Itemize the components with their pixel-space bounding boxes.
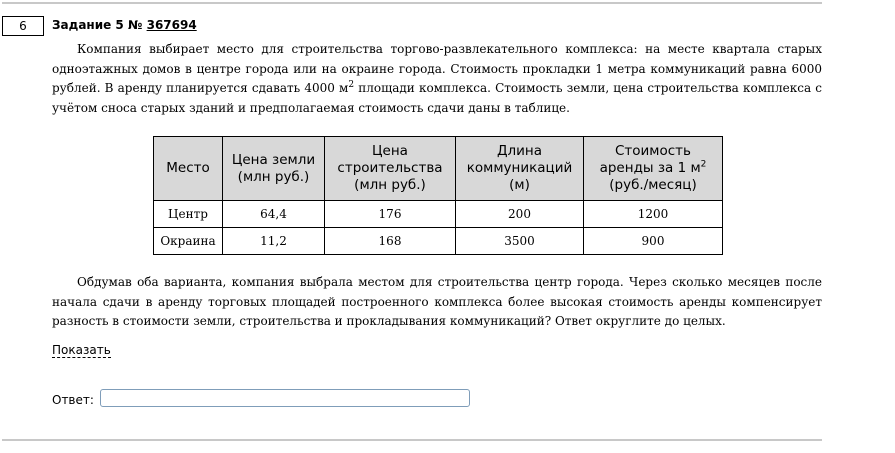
problem-text-part1: Компания выбирает место для строительства торгово-развлекательного комплекса: на месте квартала старых одноэтажных домов в центре города или на окраине города. Стоимость прокладки 1 метра коммуникаций равна 6000 рублей. В аренду планируется сдавать 4000 м [52,42,822,95]
table-row [154,201,723,228]
cell-land: 64,4 [223,201,325,228]
task-header-label: Задание 5 № [52,18,143,32]
cell-land: 11,2 [223,228,325,255]
header-rent-sup: 2 [700,159,707,170]
cell-place: Окраина [154,228,223,255]
table-row [154,228,723,255]
cell-build: 168 [325,228,456,255]
header-rent-main: Стоимость аренды за 1 м [599,143,701,176]
show-solution-link[interactable]: Показать [52,343,111,357]
header-land-price: Цена земли (млн руб.) [223,137,325,201]
task-number-badge: 6 [2,16,44,36]
table-header-row [154,137,723,201]
bottom-divider [2,439,822,441]
answer-input[interactable] [100,389,470,407]
cell-place: Центр [154,201,223,228]
data-table [153,136,723,255]
header-comm-length: Длина коммуникаций (м) [456,137,584,201]
cell-rent: 900 [584,228,723,255]
header-rent-cost [584,137,723,201]
top-divider [2,2,822,4]
task-header [52,18,197,32]
cell-build: 176 [325,201,456,228]
cell-rent: 1200 [584,201,723,228]
header-build-price: Цена строительства (млн руб.) [325,137,456,201]
cell-length: 3500 [456,228,584,255]
answer-label: Ответ: [52,393,94,407]
header-place: Место [154,137,223,201]
square-superscript: 2 [348,80,355,90]
problem-text [52,40,822,118]
question-text: Обдумав оба варианта, компания выбрала местом для строительства центр города. Через сколько месяцев после начала сдачи в аренду торговых площадей построенного комплекса более высокая стоимость аренды компенсирует разность в стоимости земли, строительства и прокладывания коммуникаций? Ответ округлите до целых. [52,275,822,328]
problem-text-part2: площади комплекса. Стоимость земли, цена строительства комплекса с учётом сноса старых зданий и предполагаемая стоимость сдачи даны в таблице. [52,81,823,115]
task-id-link[interactable]: 367694 [146,18,197,32]
cell-length: 200 [456,201,584,228]
header-rent-unit: (руб./месяц) [609,177,697,193]
